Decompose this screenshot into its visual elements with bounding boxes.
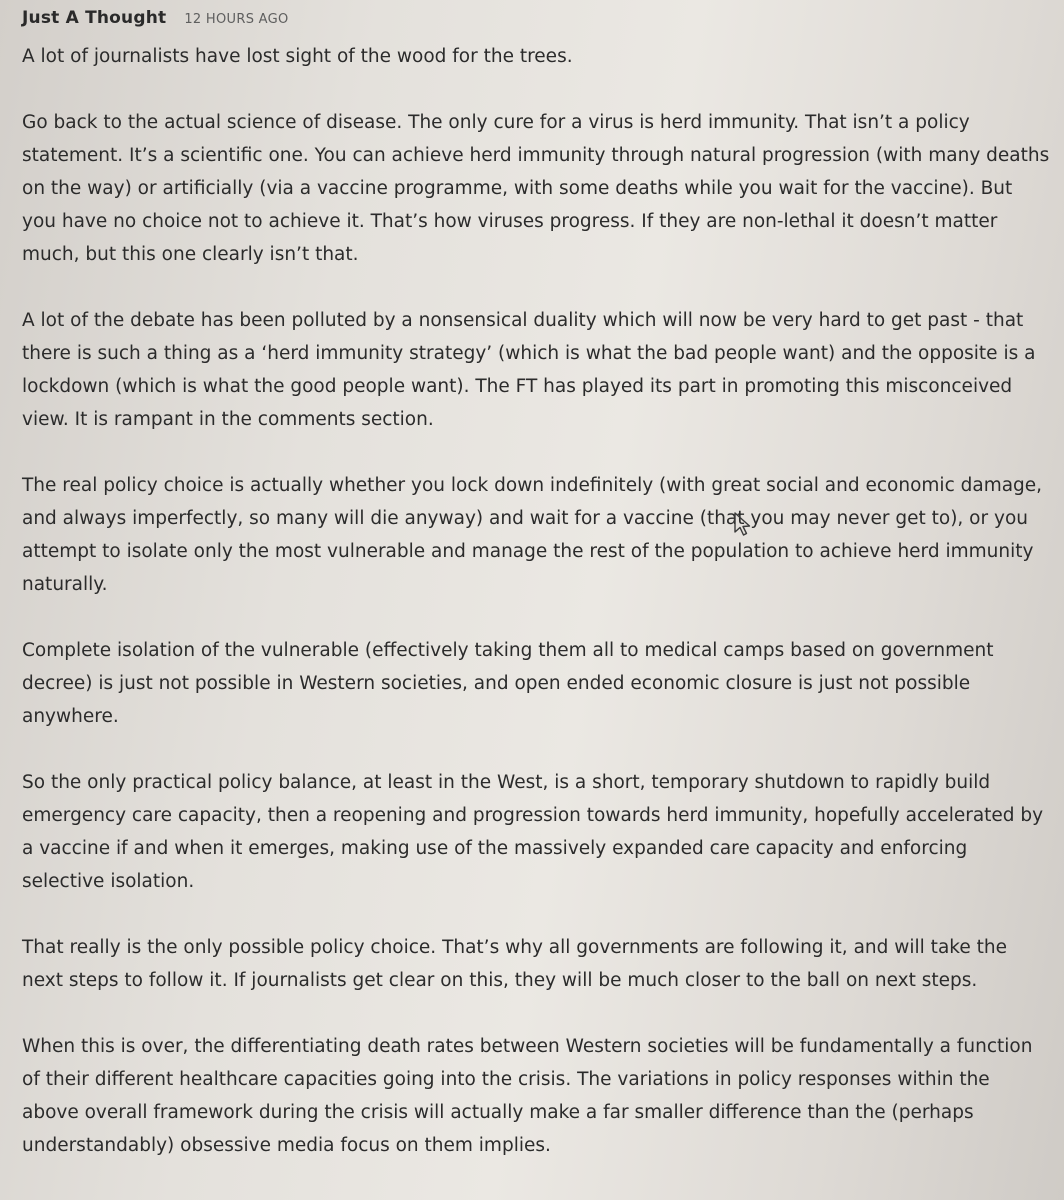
- comment-paragraph: So the only practical policy balance, at least in the West, is a short, temporary shutdown to rapidly build emergency care capacity, then a reopening and progression towards herd immunity, hopefully accelerated by a vaccine if and when it emerges, making use of the massively expanded care capacity and enforcing selective isolation.: [22, 772, 1044, 892]
- comment-meta: [22, 8, 1052, 34]
- comment-timestamp: 12 HOURS AGO: [184, 12, 289, 27]
- comment-author[interactable]: Just A Thought: [22, 8, 167, 28]
- mouse-pointer-icon: [733, 512, 753, 538]
- comment-paragraph: A lot of the debate has been polluted by a nonsensical duality which will now be very hard to get past - that there is such a thing as a ‘herd immunity strategy’ (which is what the bad people want) and the opposite is a lockdown (which is what the good people want). The FT has played its part in promoting this misconceived view. It is rampant in the comments section.: [22, 310, 1036, 430]
- comment-paragraph: Go back to the actual science of disease. The only cure for a virus is herd immunity. That isn’t a policy statement. It’s a scientific one. You can achieve herd immunity through natural progression (with many deaths on the way) or artificially (via a vaccine programme, with some deaths while you wait for the vaccine). But you have no choice not to achieve it. That’s how viruses progress. If they are non-lethal it doesn’t matter much, but this one clearly isn’t that.: [22, 112, 1050, 265]
- comment-paragraph: A lot of journalists have lost sight of the wood for the trees.: [22, 46, 573, 67]
- comment-paragraph: When this is over, the differentiating death rates between Western societies will be fundamentally a function of their different healthcare capacities going into the crisis. The variations in policy responses within the above overall framework during the crisis will actually make a far smaller difference than the (perhaps understandably) obsessive media focus on them implies.: [22, 1036, 1033, 1156]
- comment-paragraph: That really is the only possible policy choice. That’s why all governments are following it, and will take the next steps to follow it. If journalists get clear on this, they will be much closer to the ball on next steps.: [22, 937, 1007, 991]
- comment: [22, 8, 1052, 1195]
- comment-body: [22, 40, 1052, 1162]
- comment-paragraph: The real policy choice is actually whether you lock down indefinitely (with great social and economic damage, and always imperfectly, so many will die anyway) and wait for a vaccine (that you may never get to), or you attempt to isolate only the most vulnerable and manage the rest of the population to achieve herd immunity naturally.: [22, 475, 1043, 595]
- comment-paragraph: Complete isolation of the vulnerable (effectively taking them all to medical camps based on government decree) is just not possible in Western societies, and open ended economic closure is just not possible anywhere.: [22, 640, 994, 727]
